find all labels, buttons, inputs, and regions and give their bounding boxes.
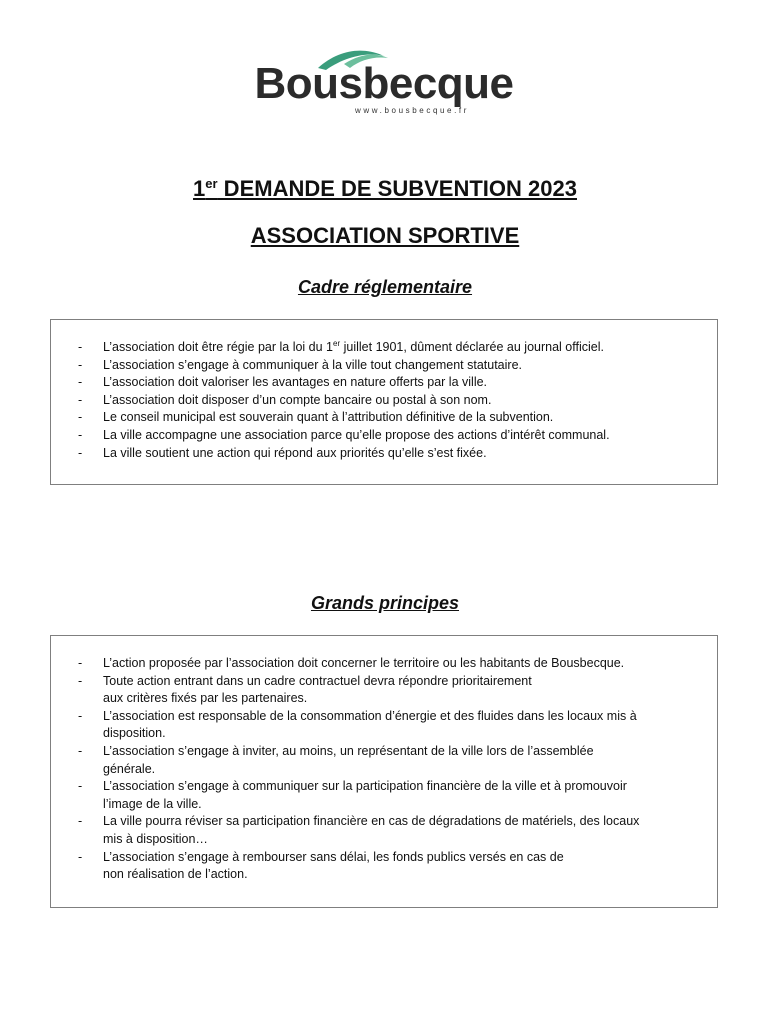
list-dash: - (78, 392, 83, 407)
cadre-list-item (51, 374, 717, 392)
logo-wordmark: Bousbecque (254, 59, 514, 108)
list-item-line: Toute action entrant dans un cadre contractuel devra répondre prioritairement (103, 673, 532, 688)
cadre-list-item (51, 392, 717, 410)
list-item-text: La ville accompagne une association parce qu’elle propose des actions d’intérêt communal. (103, 427, 610, 442)
cadre-box (50, 319, 718, 485)
principes-list-item (51, 813, 717, 848)
list-dash: - (78, 410, 83, 425)
list-item-text: juillet 1901, dûment déclarée au journal officiel. (340, 340, 604, 354)
title-ordinal-suffix: er (205, 176, 218, 191)
title-text: DEMANDE DE SUBVENTION 2023 (217, 176, 577, 201)
list-item-text: L’association doit disposer d’un compte bancaire ou postal à son nom. (103, 392, 492, 407)
cadre-list-item (51, 409, 717, 427)
cadre-list-item (51, 357, 717, 375)
list-dash: - (78, 445, 83, 460)
list-dash: - (78, 779, 83, 794)
list-item-line: générale. (103, 761, 156, 776)
list-item-text: L’association s’engage à communiquer à la ville tout changement statutaire. (103, 357, 523, 372)
cadre-list-item (51, 427, 717, 445)
list-item-line: L’association est responsable de la consommation d’énergie et des fluides dans les locaux mis à (103, 708, 637, 723)
list-item-line: L’association s’engage à rembourser sans délai, les fonds publics versés en cas de (103, 849, 564, 864)
document-title (0, 177, 770, 200)
list-item-line: La ville pourra réviser sa participation financière en cas de dégradations de matériels, des locaux (103, 814, 640, 829)
list-item-text: L’association doit valoriser les avantages en nature offerts par la ville. (103, 375, 488, 390)
principes-list-item (51, 849, 717, 884)
list-item-line: non réalisation de l’action. (103, 867, 248, 882)
list-dash: - (78, 673, 83, 688)
list-item-line: l’image de la ville. (103, 796, 202, 811)
principes-list-item (51, 708, 717, 743)
principes-heading: Grands principes (310, 593, 460, 613)
list-dash: - (78, 743, 83, 758)
list-item-text: La ville soutient une action qui répond aux priorités qu’elle s’est fixée. (103, 445, 487, 460)
cadre-list-item (51, 339, 717, 357)
list-dash: - (78, 427, 83, 442)
list-item-sup: er (333, 339, 341, 348)
bousbecque-logo (252, 44, 522, 124)
list-item-line: L’action proposée par l’association doit concerner le territoire ou les habitants de Bousbecque. (103, 656, 625, 670)
list-dash: - (78, 814, 83, 829)
list-dash: - (78, 357, 83, 372)
principes-list-item (51, 655, 717, 673)
list-item-line: L’association s’engage à inviter, au moins, un représentant de la ville lors de l’assemblée (103, 743, 594, 758)
title-ordinal: 1 (193, 176, 206, 201)
list-item-line: disposition. (103, 726, 166, 741)
list-dash: - (78, 849, 83, 864)
list-item-line: mis à disposition… (103, 831, 208, 846)
document-subtitle: ASSOCIATION SPORTIVE (250, 223, 520, 248)
list-item-text: L’association doit être régie par la loi du 1 (103, 340, 334, 354)
list-dash: - (78, 656, 83, 670)
list-item-line: aux critères fixés par les partenaires. (103, 691, 308, 706)
principes-list-item (51, 778, 717, 813)
principes-list-item (51, 673, 717, 708)
principes-box (50, 635, 718, 908)
list-dash: - (78, 708, 83, 723)
cadre-heading: Cadre réglementaire (297, 277, 473, 297)
cadre-list (51, 339, 717, 462)
list-item-line: L’association s’engage à communiquer sur la participation financière de la ville et à promouvoir (103, 779, 627, 794)
list-item-text: Le conseil municipal est souverain quant à l’attribution définitive de la subvention. (103, 410, 554, 425)
list-dash: - (78, 375, 83, 390)
list-dash: - (78, 340, 83, 354)
principes-list (51, 655, 717, 884)
logo-url: www.bousbecque.fr (354, 106, 470, 115)
principes-list-item (51, 743, 717, 778)
cadre-list-item (51, 445, 717, 463)
